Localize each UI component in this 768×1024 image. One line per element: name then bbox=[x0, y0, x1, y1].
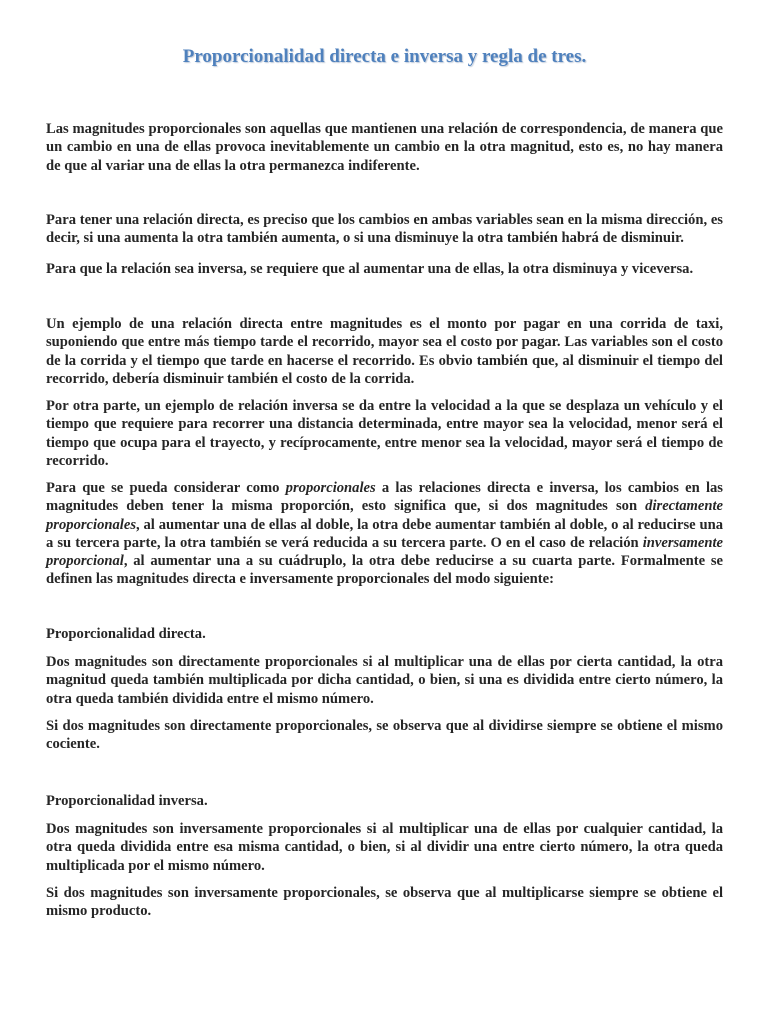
emphasis-proporcionales: proporcionales bbox=[285, 480, 376, 496]
text-run: , al aumentar una de ellas al doble, la otra debe aumentar también al doble, o al reducirse una a su tercera parte, la otra también se verá reducida a su tercera parte. O en el caso de relación bbox=[46, 516, 723, 551]
paragraph-direct-definition: Dos magnitudes son directamente proporcionales si al multiplicar una de ellas por cierta cantidad, la otra magnitud queda también multiplicada por dicha cantidad, o bien, si una es dividida entre cierto número, la otra queda también dividida entre el mismo número. bbox=[46, 654, 723, 707]
paragraph-inverse-definition: Dos magnitudes son inversamente proporcionales si al multiplicar una de ellas por cualquier cantidad, la otra queda dividida entre esa misma cantidad, o bien, si al dividir una entre cierto número, la otra queda multiplicada por el mismo número. bbox=[46, 821, 723, 874]
emphasis-directamente-proporcionales: directamente proporcionales bbox=[46, 498, 723, 533]
paragraph-inverse-product: Si dos magnitudes son inversamente proporcionales, se observa que al multiplicarse siempre se obtiene el mismo producto. bbox=[46, 885, 723, 920]
emphasis-inversamente-proporcional: inversamente proporcional bbox=[46, 534, 723, 570]
paragraph-direct-quotient: Si dos magnitudes son directamente proporcionales, se observa que al dividirse siempre se obtiene el mismo cociente. bbox=[46, 718, 723, 753]
paragraph-velocity-example: Por otra parte, un ejemplo de relación inversa se da entre la velocidad a la que se desplaza un vehículo y el tiempo que requiere para recorrer una distancia determinada, entre mayor sea la velocidad, menor será el tiempo que ocupa para el trayecto, y recíprocamente, entre menor sea la velocidad, mayor será el tiempo de recorrido. bbox=[46, 398, 723, 469]
heading-direct-proportionality: Proporcionalidad directa. bbox=[46, 626, 206, 642]
text-run: Para que se pueda considerar como bbox=[46, 480, 286, 496]
heading-inverse-proportionality: Proporcionalidad inversa. bbox=[46, 793, 208, 809]
paragraph-intro: Las magnitudes proporcionales son aquellas que mantienen una relación de correspondencia, de manera que un cambio en una de ellas provoca inevitablemente un cambio en la otra magnitud, esto es, no hay manera de que al variar una de ellas la otra permanezca indiferente. bbox=[46, 121, 723, 174]
paragraph-direct-relation: Para tener una relación directa, es preciso que los cambios en ambas variables sean en la misma dirección, es decir, si una aumenta la otra también aumenta, o si una disminuye la otra también habrá de disminuir. bbox=[46, 212, 723, 247]
text-run: , al aumentar una a su cuádruplo, la otra debe reducirse a su cuarta parte. Formalmente se definen las magnitudes directa e inversamente proporcionales del modo siguiente: bbox=[46, 553, 723, 588]
paragraph-taxi-example: Un ejemplo de una relación directa entre magnitudes es el monto por pagar en una corrida de taxi, suponiendo que entre más tiempo tarde el recorrido, mayor sea el costo por pagar. Las variables son el costo de la corrida y el tiempo que tarde en hacerse el recorrido. Es obvio también que, al disminuir el tiempo del recorrido, debería disminuir también el costo de la corrida. bbox=[46, 316, 723, 387]
document-title: Proporcionalidad directa e inversa y regla de tres. bbox=[182, 46, 587, 67]
text-run: a las relaciones directa e inversa, los cambios en las magnitudes deben tener la misma proporción, esto significa que, si dos magnitudes son bbox=[46, 480, 723, 515]
paragraph-inverse-relation: Para que la relación sea inversa, se requiere que al aumentar una de ellas, la otra disminuya y viceversa. bbox=[46, 261, 694, 277]
paragraph-proportional-definition bbox=[46, 479, 723, 589]
